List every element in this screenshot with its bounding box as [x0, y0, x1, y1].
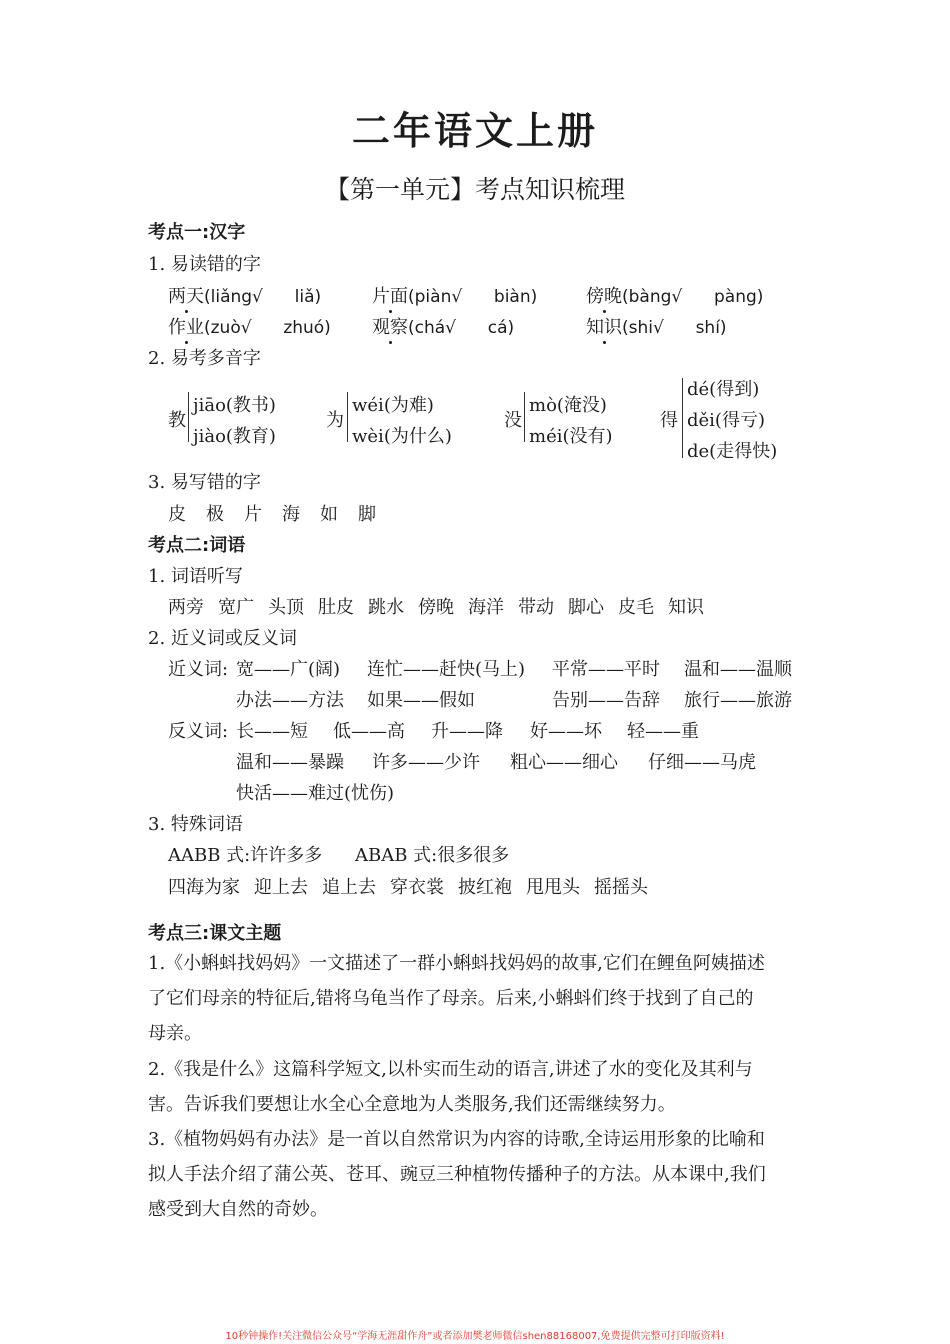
subsection-heading: 3. 易写错的字	[148, 472, 261, 493]
word-pair: 升——降	[431, 721, 503, 742]
subsection-heading: 1. 易读错的字	[148, 254, 261, 275]
page-title: 二年语文上册	[351, 109, 598, 153]
subsection-heading: 1. 词语听写	[148, 566, 243, 587]
word: 脚心	[568, 597, 604, 618]
misread-item	[372, 313, 514, 339]
antonym-label: 反义词:	[168, 721, 229, 742]
correct-reading: (bàng√	[622, 287, 683, 307]
word-pair: 平常——平时	[552, 659, 660, 680]
word-pair: 办法——方法	[236, 690, 344, 711]
word: 摇摇头	[594, 877, 648, 898]
word: 四海为家	[168, 877, 240, 898]
word-pair: 温和——温顺	[684, 659, 792, 680]
word-pair: 许多——少许	[372, 752, 480, 773]
wrong-reading: liǎ)	[294, 287, 322, 307]
correct-reading: (shi√	[622, 318, 664, 338]
subsection-heading: 2. 近义词或反义词	[148, 628, 297, 649]
char: 片	[244, 504, 262, 525]
section-heading-kp2: 考点二:词语	[148, 535, 246, 556]
polyphone-reading: méi(没有)	[529, 426, 613, 447]
brace	[347, 392, 348, 442]
misread-word: 片面	[372, 282, 408, 308]
polyphone-char: 教	[168, 410, 186, 431]
polyphone-reading: děi(得亏)	[687, 410, 765, 431]
word: 宽广	[218, 597, 254, 618]
wrong-reading: biàn)	[493, 287, 538, 307]
char: 如	[320, 504, 338, 525]
char: 极	[206, 504, 224, 525]
polyphone-reading: dé(得到)	[687, 379, 760, 400]
polyphone-reading: mò(淹没)	[529, 395, 607, 416]
word-pair: 快活——难过(忧伤)	[236, 783, 395, 804]
miswritten-chars	[168, 500, 396, 526]
subsection-heading: 2. 易考多音字	[148, 348, 261, 369]
polyphone-reading: wèi(为什么)	[352, 426, 452, 447]
wrong-reading: zhuó)	[283, 318, 331, 338]
word: 跳水	[368, 597, 404, 618]
word: 甩甩头	[526, 877, 580, 898]
word-pattern: AABB 式:许许多多	[168, 845, 323, 866]
lesson-theme-paragraph: 1.《小蝌蚪找妈妈》一文描述了一群小蝌蚪找妈妈的故事,它们在鲤鱼阿姨描述了它们母亲的特征后,错将乌龟当作了母亲。后来,小蝌蚪们终于找到了自己的母亲。	[148, 953, 765, 1044]
correct-reading: (liǎng√	[204, 287, 263, 307]
word-pair: 仔细——马虎	[648, 752, 756, 773]
word-pair: 粗心——细心	[510, 752, 618, 773]
word: 头顶	[268, 597, 304, 618]
misread-item	[168, 313, 331, 339]
polyphone-reading: de(走得快)	[687, 441, 778, 462]
polyphone-reading: wéi(为难)	[352, 395, 434, 416]
word-pair: 如果——假如	[367, 690, 475, 711]
misread-word: 知识	[586, 313, 622, 339]
char: 脚	[358, 504, 376, 525]
brace	[524, 392, 525, 442]
char: 海	[282, 504, 300, 525]
word: 知识	[668, 597, 704, 618]
word: 披红袍	[458, 877, 512, 898]
word: 追上去	[322, 877, 376, 898]
misread-item	[586, 313, 727, 339]
wrong-reading: shí)	[695, 318, 727, 338]
brace	[188, 392, 189, 442]
misread-item	[168, 282, 321, 308]
word-pair: 宽——广(阔)	[236, 659, 341, 680]
misread-word: 傍晚	[586, 282, 622, 308]
word: 傍晚	[418, 597, 454, 618]
special-words	[168, 873, 662, 899]
word: 皮毛	[618, 597, 654, 618]
word-pair: 低——高	[333, 721, 405, 742]
misread-item	[372, 282, 537, 308]
brace	[682, 378, 683, 458]
word-pair: 温和——暴躁	[236, 752, 344, 773]
word: 海洋	[468, 597, 504, 618]
word-pair: 长——短	[236, 721, 308, 742]
synonym-label: 近义词:	[168, 659, 229, 680]
word: 两旁	[168, 597, 204, 618]
polyphone-char: 得	[660, 410, 678, 431]
word: 穿衣裳	[390, 877, 444, 898]
dictation-words	[168, 593, 718, 619]
misread-word: 作业	[168, 313, 204, 339]
footer-note: 10秒钟操作!关注微信公众号“学海无涯甜作舟”或者添加樊老师微信shen88168007,免费提供完整可打印版资料!	[225, 1331, 725, 1342]
misread-item	[586, 282, 763, 308]
word-pair: 旅行——旅游	[684, 690, 792, 711]
lesson-theme-paragraph: 3.《植物妈妈有办法》是一首以自然常识为内容的诗歌,全诗运用形象的比喻和拟人手法介绍了蒲公英、苍耳、豌豆三种植物传播种子的方法。从本课中,我们感受到大自然的奇妙。	[148, 1129, 766, 1220]
word-pattern: ABAB 式:很多很多	[355, 845, 510, 866]
subsection-heading: 3. 特殊词语	[148, 814, 243, 835]
polyphone-char: 没	[504, 410, 522, 431]
section-heading-kp3: 考点三:课文主题	[148, 923, 282, 944]
word-pair: 连忙——赶快(马上)	[367, 659, 526, 680]
correct-reading: (chá√	[408, 318, 457, 338]
section-heading-kp1: 考点一:汉字	[148, 222, 246, 243]
word-pair: 好——坏	[530, 721, 602, 742]
word: 带动	[518, 597, 554, 618]
polyphone-reading: jiào(教育)	[193, 426, 276, 447]
misread-word: 两天	[168, 282, 204, 308]
word-pair: 告别——告辞	[552, 690, 660, 711]
page-subtitle: 【第一单元】考点知识梳理	[324, 175, 625, 204]
misread-word: 观察	[372, 313, 408, 339]
polyphone-reading: jiāo(教书)	[193, 395, 276, 416]
word: 肚皮	[318, 597, 354, 618]
word: 迎上去	[254, 877, 308, 898]
lesson-theme-paragraph: 2.《我是什么》这篇科学短文,以朴实而生动的语言,讲述了水的变化及其利与害。告诉我们要想让水全心全意地为人类服务,我们还需继续努力。	[148, 1059, 753, 1115]
wrong-reading: cá)	[487, 318, 515, 338]
wrong-reading: pàng)	[713, 287, 764, 307]
correct-reading: (zuò√	[204, 318, 252, 338]
correct-reading: (piàn√	[408, 287, 463, 307]
char: 皮	[168, 504, 186, 525]
word-pair: 轻——重	[627, 721, 699, 742]
polyphone-char: 为	[326, 410, 344, 431]
